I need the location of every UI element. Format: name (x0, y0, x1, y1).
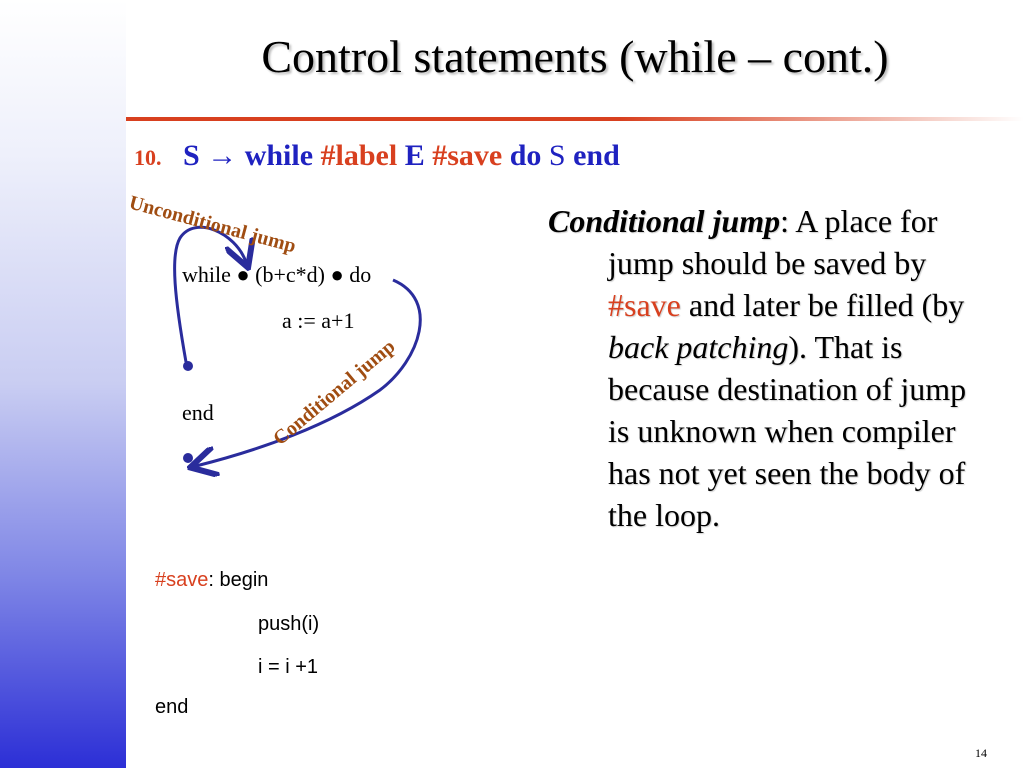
loop-exit-dot (183, 453, 193, 463)
rule-arrow: → (207, 139, 238, 172)
rule-do: do (509, 139, 542, 172)
while-line: while ● (b+c*d) ● do (182, 262, 372, 287)
unconditional-jump-label: Unconditional jump (126, 191, 299, 258)
rule-s1: S (183, 139, 200, 172)
explanation-part2: and later be filled (by (680, 287, 965, 323)
slide-number: 14 (975, 746, 987, 760)
rule-label-action: #label (320, 139, 398, 172)
save-name: #save (155, 569, 209, 591)
rule-end: end (573, 139, 620, 172)
unconditional-jump-arrow (175, 227, 246, 362)
save-code-line4: end (155, 696, 189, 718)
save-code-line2: push(i) (258, 613, 320, 635)
explanation-save: #save (608, 287, 681, 323)
explanation-text (548, 200, 988, 536)
explanation-back-patching: back patching (608, 329, 789, 365)
rule-save-action: #save (432, 139, 503, 172)
body-line: a := a+1 (282, 308, 355, 333)
rule-while: while (244, 139, 314, 172)
rule-number: 10. (134, 145, 162, 170)
loop-start-dot (183, 361, 193, 371)
explanation-part3: ). That is because destination of jump is unknown when compiler has not yet seen the body of the loop. (608, 329, 967, 533)
save-code-line3: i = i +1 (258, 656, 319, 678)
explanation-part1: : A place for jump should be saved by (608, 203, 938, 281)
slide-title: Control statements (while – cont.) (261, 31, 889, 82)
rule-e: E (404, 139, 425, 172)
save-code-line1 (155, 569, 268, 592)
rule-s2: S (548, 139, 566, 172)
save-begin: : begin (208, 569, 269, 591)
conditional-jump-label: Conditional jump (269, 335, 400, 450)
end-line: end (182, 400, 214, 425)
explanation-lead: Conditional jump (548, 203, 781, 239)
